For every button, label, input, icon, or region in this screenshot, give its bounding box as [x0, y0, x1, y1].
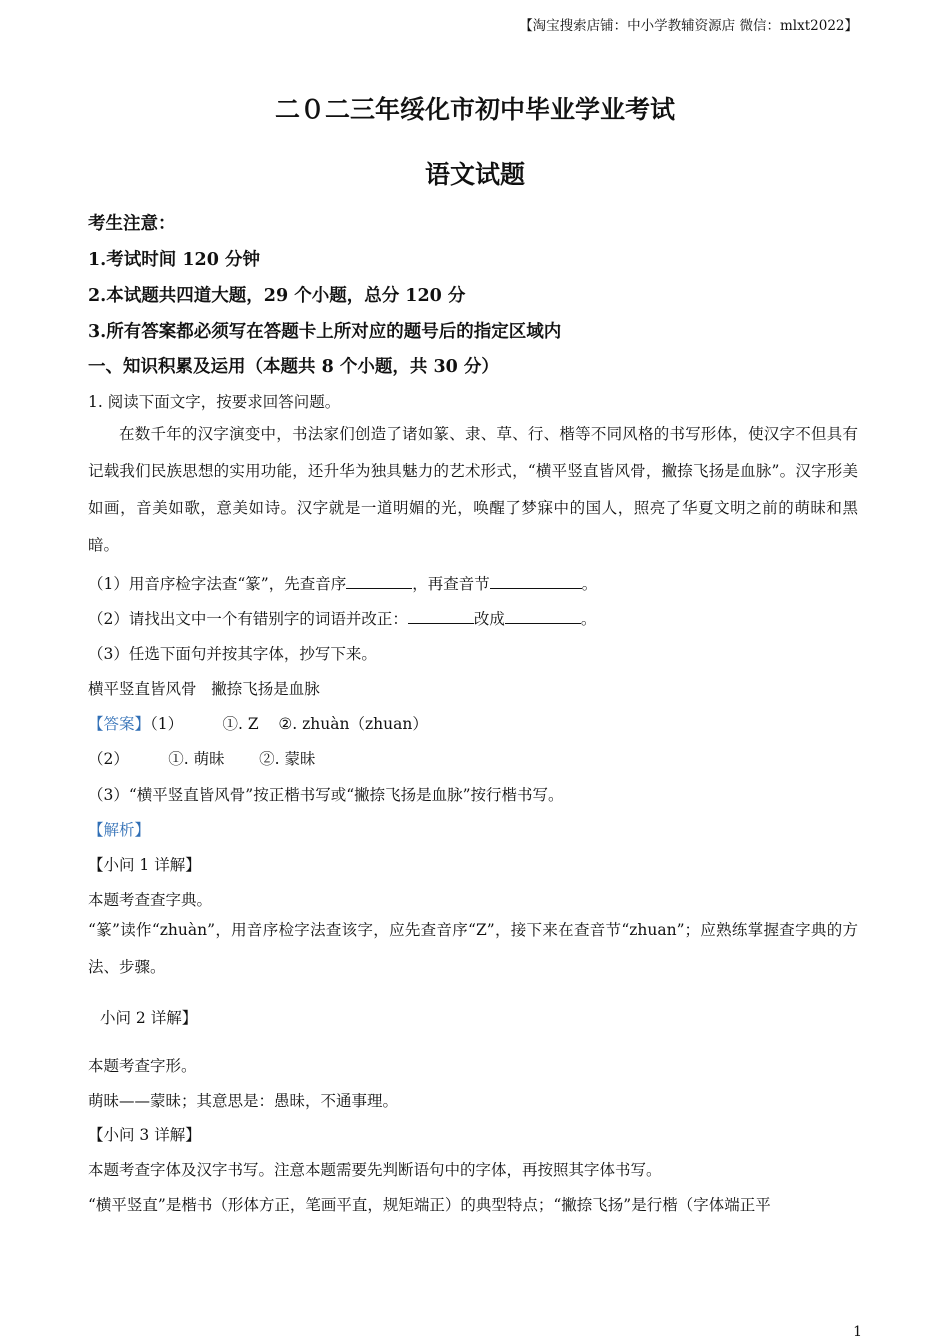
answer-line-1-text: （1） ①. Z ②. zhuàn（zhuan）	[150, 715, 428, 733]
exam-subtitle: 语文试题	[424, 160, 525, 189]
notice-item-3: 3.所有答案都必须写在答题卡上所对应的题号后的指定区域内	[88, 322, 562, 342]
answer-blank	[490, 574, 582, 589]
analysis-sub3-p1: 本题考查字体及汉字书写。注意本题需要先判断语句中的字体，再按照其字体书写。	[88, 1161, 662, 1179]
analysis-sub2-heading: 小问 2 详解】	[100, 1009, 198, 1027]
answer-blank	[408, 609, 474, 624]
analysis-sub2-p2: 萌昧——蒙昧；其意思是：愚昧，不通事理。	[88, 1092, 399, 1110]
analysis-sub1-p1: 本题考查查字典。	[88, 891, 213, 909]
answer-blank	[505, 609, 581, 624]
subquestion-1	[88, 572, 597, 594]
notice-heading: 考生注意：	[88, 214, 176, 234]
analysis-sub1-heading: 【小问 1 详解】	[88, 856, 201, 874]
analysis-sub3-heading: 【小问 3 详解】	[88, 1126, 201, 1144]
notice-item-2: 2.本试题共四道大题，29 个小题，总分 120 分	[88, 286, 466, 306]
answer-blank	[346, 574, 412, 589]
analysis-tag: 【解析】	[88, 821, 151, 839]
answer-line-1	[88, 712, 428, 734]
subquestion-2-text-c: 。	[580, 610, 597, 628]
header-note: 【淘宝搜索店铺：中小学教辅资源店 微信：mlxt2022】	[519, 18, 858, 34]
analysis-sub1-p2: “篆”读作“zhuàn”，用音序检字法查该字，应先查音序“Z”，接下来在查音节“zhuan”；应熟练掌握查字典的方法、步骤。	[88, 921, 858, 976]
notice-item-1: 1.考试时间 120 分钟	[88, 250, 260, 270]
reading-passage: 在数千年的汉字演变中，书法家们创造了诸如篆、隶、草、行、楷等不同风格的书写形体，使汉字不但具有记载我们民族思想的实用功能，还升华为独具魅力的艺术形式，“横平竖直皆风骨，撇捺飞扬是血脉”。汉字形美如画，音美如歌，意美如诗。汉字就是一道明媚的光，唤醒了梦寐中的国人，照亮了华夏文明之前的萌昧和黑暗。	[88, 425, 858, 554]
subquestion-2-text-a: （2）请找出文中一个有错别字的词语并改正：	[88, 610, 408, 628]
answer-line-3: （3）“横平竖直皆风骨”按正楷书写或“撇捺飞扬是血脉”按行楷书写。	[88, 786, 564, 804]
subquestion-1-text-b: ，再查音节	[412, 575, 490, 593]
page-number: 1	[853, 1324, 862, 1340]
subquestion-1-text-a: （1）用音序检字法查“篆”，先查音序	[88, 575, 347, 593]
analysis-sub2-p1: 本题考查字形。	[88, 1057, 197, 1075]
section-heading: 一、知识积累及运用（本题共 8 个小题，共 30 分）	[88, 357, 499, 377]
answer-tag: 【答案】	[88, 715, 151, 733]
subquestion-2-text-b: 改成	[473, 610, 505, 628]
answer-line-2: （2） ①. 萌昧 ②. 蒙昧	[88, 750, 316, 768]
copy-line: 横平竖直皆风骨 撇捺飞扬是血脉	[88, 680, 320, 698]
subquestion-2	[88, 607, 596, 629]
subquestion-1-text-c: 。	[581, 575, 598, 593]
exam-title: 二０二三年绥化市初中毕业学业考试	[274, 95, 675, 124]
question-prompt: 1. 阅读下面文字，按要求回答问题。	[88, 393, 341, 411]
subquestion-3: （3）任选下面句并按其字体，抄写下来。	[88, 645, 377, 663]
analysis-sub3-p2: “横平竖直”是楷书（形体方正，笔画平直，规矩端正）的典型特点；“撇捺飞扬”是行楷（字体端正平	[88, 1196, 771, 1214]
